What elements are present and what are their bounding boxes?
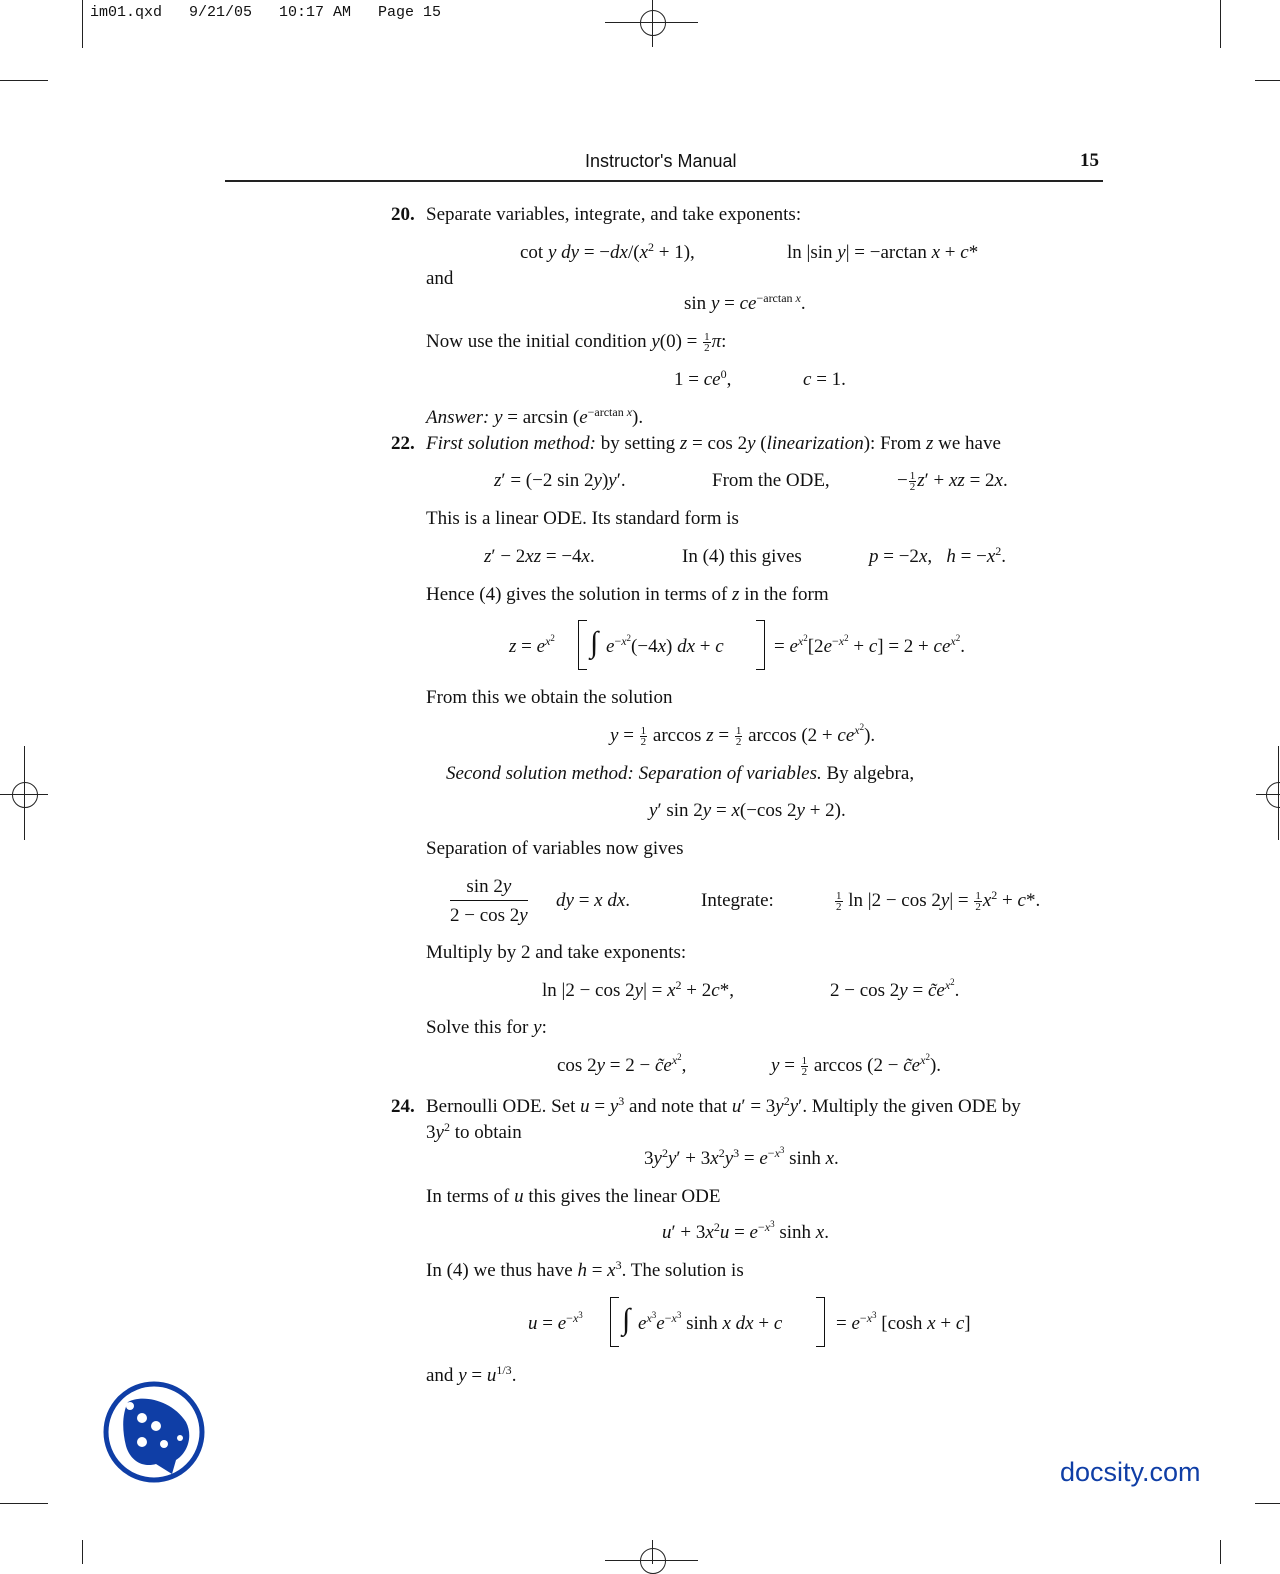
- problem-text-fragment: Multiply the given ODE by: [811, 1096, 1021, 1117]
- problem-text-fragment: by setting: [600, 433, 676, 454]
- integral-sign: ∫: [622, 1303, 631, 1336]
- problem-text: Hence (4) gives the solution in terms of z in the form: [426, 584, 829, 605]
- problem-text: $3y^2$ to obtain: [426, 1120, 522, 1143]
- bracket: [610, 1297, 619, 1347]
- problem-text: and: [426, 268, 454, 289]
- fraction: $\frac{1}{2}$: [640, 725, 647, 749]
- fraction: $\frac{1}{2}$: [909, 470, 916, 494]
- equation: $2 - \cos 2y = c̃e^{x^2}$.: [830, 977, 960, 1001]
- problem-text-fragment: and: [426, 1365, 454, 1386]
- equation: c = 1.: [803, 369, 846, 390]
- problem-text-fragment: Solve this for: [426, 1017, 529, 1038]
- bracket: [816, 1297, 825, 1347]
- crop-mark: [82, 0, 83, 48]
- equation: y′ sin 2y = x(−cos 2y + 2).: [649, 800, 846, 821]
- problem-text: Integrate:: [701, 890, 774, 911]
- problem-text: Separate variables, integrate, and take exponents:: [426, 204, 802, 225]
- fraction: $\frac{1}{2}$: [975, 890, 981, 914]
- equation: = $e^{-x^3}$ [cosh x + c]: [836, 1310, 971, 1334]
- registration-mark-icon: [652, 0, 653, 47]
- fraction: $\frac{1}{2}$: [801, 1055, 808, 1079]
- crop-mark: [1255, 1503, 1280, 1504]
- equation: $\cos 2y = 2 - c̃e^{x^2}$,: [557, 1052, 687, 1076]
- problem-text: This is a linear ODE. Its standard form is: [426, 508, 739, 529]
- answer-label: Answer:: [426, 407, 490, 428]
- fraction: $\frac{1}{2}$: [704, 331, 710, 355]
- problem-text: Now use the initial condition y(0) = $\frac{1}{2}$ π:: [426, 331, 727, 355]
- equation: $\frac{1}{2}$ ln |2 − cos 2y| = $\frac{1}{2}$ $x^2 + c*$.: [836, 888, 1041, 914]
- answer-line: Answer: $y = \arcsin (e^{-arctan x})$.: [426, 405, 644, 428]
- bracket: [578, 620, 587, 670]
- registration-mark-icon: [1256, 794, 1280, 795]
- problem-text: Bernoulli ODE. Set $u = y^3$ and note that $u' = 3y^2y'$. Multiply the given ODE by: [426, 1094, 1021, 1117]
- bracket: [756, 620, 765, 670]
- equation: $e^{-x^2}(-4x)$ dx + c: [606, 633, 724, 657]
- equation: $e^{x^3}e^{-x^3}$ sinh x dx + c: [638, 1310, 783, 1334]
- equation: z′ − 2xz = −4x.: [484, 546, 595, 567]
- page-number: 15: [1080, 150, 1099, 171]
- problem-text-fragment: Bernoulli ODE. Set: [426, 1096, 576, 1117]
- problem-text: In (4) this gives: [682, 546, 802, 567]
- equation: p = −2x, $h = -x^2$.: [869, 544, 1006, 567]
- equation: cot y dy = $-dx/(x^2 + 1)$,: [520, 240, 695, 263]
- header-rule: [225, 180, 1103, 182]
- print-slug: im01.qxd 9/21/05 10:17 AM Page 15: [90, 4, 442, 21]
- equation: y = $\frac{1}{2}$ arccos z = $\frac{1}{2}$ $\arccos (2 + ce^{x^2})$.: [610, 722, 876, 749]
- equation: z′ = (−2 sin 2y)y′.: [494, 470, 626, 491]
- running-header-title: Instructor's Manual: [585, 151, 737, 171]
- problem-text-fragment: The solution is: [630, 1260, 744, 1281]
- crop-mark: [82, 1540, 83, 1564]
- registration-mark-icon: [652, 1540, 653, 1564]
- problem-text-fragment: Hence (4) gives the solution in terms of: [426, 584, 728, 605]
- crop-mark: [1255, 80, 1280, 81]
- fraction: sin 2y 2 − cos 2y: [450, 876, 528, 926]
- problem-text-fragment: to obtain: [454, 1122, 522, 1143]
- equation: $\sin y = ce^{-arctan x}$.: [684, 291, 806, 314]
- problem-text: First solution method: by setting z = cos 2y (linearization): From z we have: [426, 433, 1001, 454]
- problem-text-fragment: this gives the linear ODE: [528, 1186, 721, 1207]
- equation: y = $\frac{1}{2}$ $\arccos (2 - c̃e^{x^2})$.: [771, 1052, 942, 1079]
- equation: = $e^{x^2}[2e^{-x^2} + c] = 2 + ce^{x^2}$.: [774, 633, 965, 657]
- integral-sign: ∫: [590, 626, 599, 659]
- fraction: $\frac{1}{2}$: [735, 725, 742, 749]
- problem-text-fragment: and note that: [629, 1096, 728, 1117]
- equation: ln |sin y| = −arctan x + c*: [787, 242, 979, 263]
- problem-text-fragment: In terms of: [426, 1186, 510, 1207]
- crop-mark: [1220, 1540, 1221, 1564]
- registration-mark-icon: [24, 746, 25, 840]
- equation: − $\frac{1}{2}$ z′ + xz = 2x.: [897, 470, 1008, 494]
- equation: $1 = ce^0$,: [674, 367, 732, 390]
- problem-text: In (4) we thus have $h = x^3$. The solution is: [426, 1258, 744, 1281]
- registration-mark-icon: [1278, 746, 1279, 840]
- problem-text: In terms of u this gives the linear ODE: [426, 1186, 721, 1207]
- problem-text: [446, 763, 914, 785]
- crop-mark: [1220, 0, 1221, 48]
- problem-text: Separation of variables now gives: [426, 838, 684, 859]
- equation: $3y^2y' + 3x^2y^3 = e^{-x^3}$ sinh x.: [644, 1145, 839, 1169]
- problem-text: Solve this for y:: [426, 1017, 547, 1038]
- problem-text-fragment: Now use the initial condition: [426, 331, 647, 352]
- problem-text-fragment: By algebra,: [826, 763, 915, 784]
- method-label: linearization: [766, 433, 864, 454]
- crop-mark: [0, 80, 48, 81]
- equation: $u' + 3x^2u = e^{-x^3}$ sinh x.: [662, 1219, 829, 1243]
- problem-number: 20.: [391, 204, 415, 225]
- problem-text-fragment: In (4) we thus have: [426, 1260, 573, 1281]
- fraction: $\frac{1}{2}$: [836, 890, 842, 914]
- brand-watermark[interactable]: docsity.com: [1060, 1457, 1201, 1487]
- equation: $u = e^{-x^3}$: [528, 1310, 583, 1334]
- problem-number: 24.: [391, 1096, 415, 1117]
- equation: $z = e^{x^2}$: [509, 633, 555, 657]
- problem-text: From this we obtain the solution: [426, 687, 673, 708]
- crop-mark: [0, 1503, 48, 1504]
- problem-text: Multiply by 2 and take exponents:: [426, 942, 687, 963]
- problem-text: From the ODE,: [712, 470, 830, 491]
- problem-text-fragment: in the form: [744, 584, 829, 605]
- docsity-logo-icon: [102, 1380, 206, 1484]
- equation: $\ln |2 - \cos 2y| = x^2 + 2c*$,: [542, 978, 734, 1001]
- problem-text: and $y = u^{1/3}$.: [426, 1363, 517, 1386]
- method-label: First solution method:: [426, 433, 596, 454]
- method-label: Second solution method: Separation of variables.: [446, 763, 822, 784]
- problem-number: 22.: [391, 433, 415, 454]
- equation: dy = x dx.: [556, 890, 631, 911]
